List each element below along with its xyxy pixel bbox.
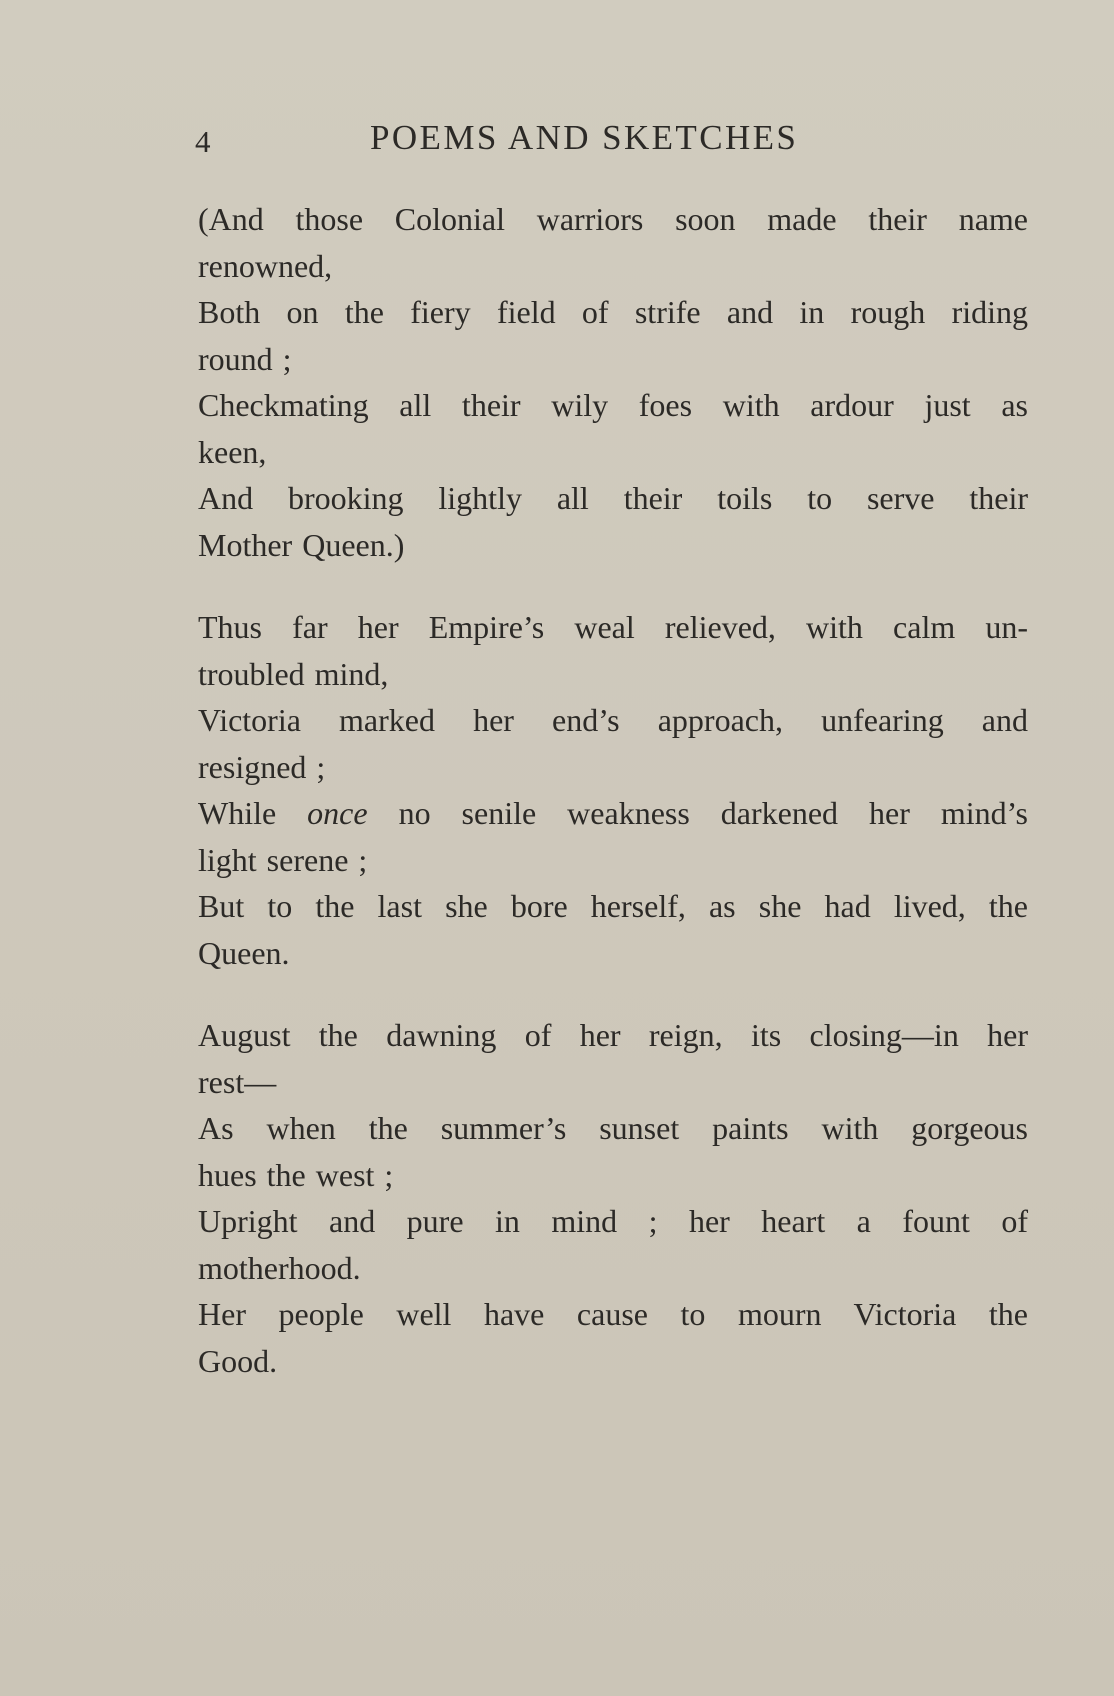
verse-line-continuation: troubled mind, [198,655,389,692]
verse-line [198,1105,1028,1198]
verse-line [198,196,1028,289]
verse-line [198,604,1028,697]
verse-line-text: Upright and pure in mind ; her heart a fount of [198,1203,1028,1239]
verse-line [198,883,1028,976]
verse-line [198,790,1028,883]
stanza [198,196,1028,568]
verse-line-text: (And those Colonial warriors soon made their name [198,201,1028,237]
verse-line-continuation: hues the west ; [198,1156,394,1193]
verse-line-text: And brooking lightly all their toils to serve their [198,480,1028,516]
verse-line-continuation: resigned ; [198,748,326,785]
verse-line-continuation: renowned, [198,247,333,284]
verse-line-text: no senile weakness darkened her mind’s [367,795,1028,831]
stanza [198,604,1028,976]
verse-line-text: But to the last she bore herself, as she had lived, the [198,888,1028,924]
verse-line-continuation: light serene ; [198,841,368,878]
verse-line-continuation: Good. [198,1342,278,1379]
poem-text [198,196,1028,1420]
verse-line [198,1198,1028,1291]
verse-line [198,1291,1028,1384]
page-number: 4 [195,124,212,159]
verse-line-continuation: Queen. [198,934,290,971]
verse-line-text: Victoria marked her end’s approach, unfearing and [198,702,1028,738]
verse-line-text: Her people well have cause to mourn Victoria the [198,1296,1028,1332]
stanza [198,1012,1028,1384]
verse-line [198,289,1028,382]
verse-line-text: Thus far her Empire’s weal relieved, with calm un- [198,609,1028,645]
verse-line-text: August the dawning of her reign, its closing—in her [198,1017,1028,1053]
verse-line [198,697,1028,790]
verse-line [198,475,1028,568]
italic-word: once [307,795,368,831]
verse-line-continuation: Mother Queen.) [198,526,405,563]
verse-line-text: As when the summer’s sunset paints with gorgeous [198,1110,1028,1146]
verse-line-continuation: rest— [198,1063,277,1100]
verse-line-text: Checkmating all their wily foes with ardour just as [198,387,1028,423]
verse-line-continuation: motherhood. [198,1249,361,1286]
verse-line [198,382,1028,475]
verse-line-continuation: keen, [198,433,267,470]
page-header [195,118,955,168]
verse-line-text: Both on the fiery field of strife and in rough riding [198,294,1028,330]
verse-line-prefix: While [198,795,308,831]
verse-line-continuation: round ; [198,340,292,377]
verse-line [198,1012,1028,1105]
running-title: POEMS AND SKETCHES [370,118,799,157]
